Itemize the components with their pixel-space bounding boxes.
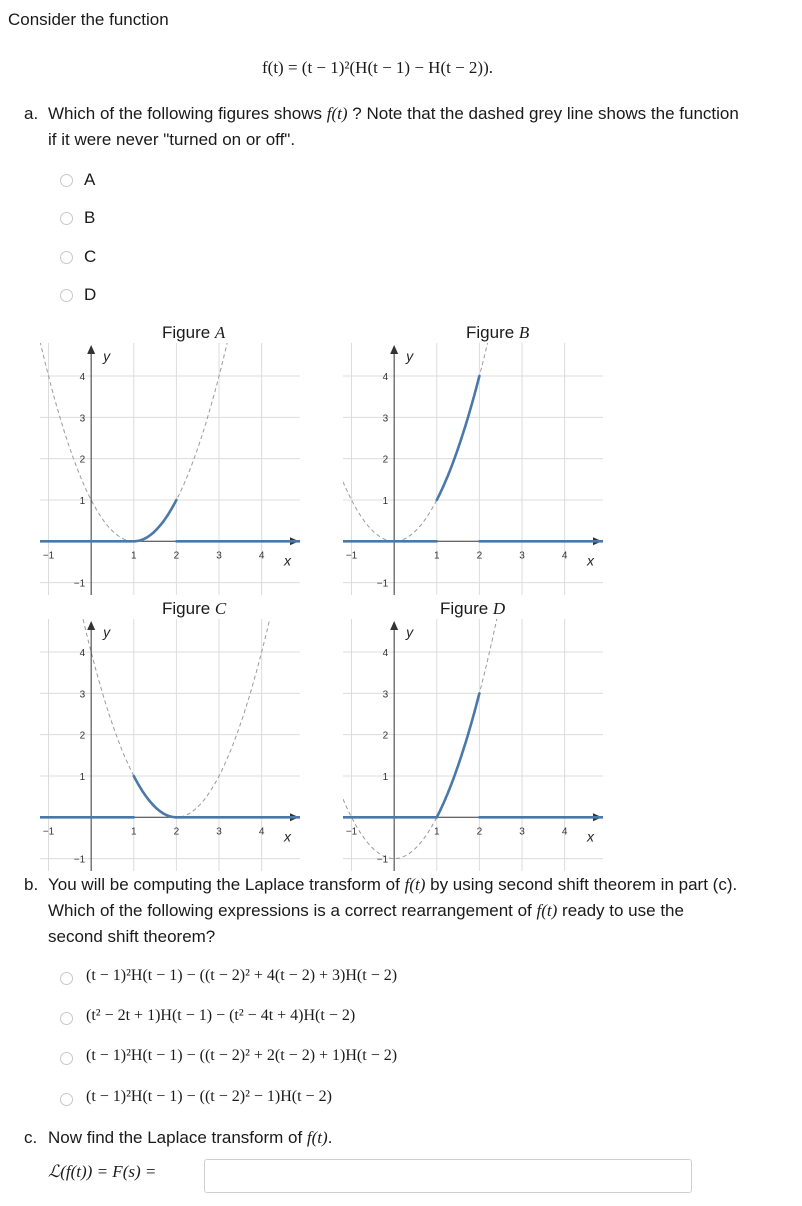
function-segment (437, 376, 480, 500)
dashed-curve (40, 343, 232, 541)
y-tick-label: 3 (382, 689, 389, 701)
part-b-option-2[interactable]: (t² − 2t + 1)H(t − 1) − (t² − 4t + 4)H(t − 2) (86, 1007, 356, 1024)
x-tick-label: −1 (345, 826, 358, 838)
radio-b1[interactable] (60, 972, 73, 985)
part-c-label: c. (24, 1128, 38, 1147)
figure-c-title: Figure C (162, 599, 227, 618)
part-b-option-4[interactable]: (t − 1)²H(t − 1) − ((t − 2)² − 1)H(t − 2) (86, 1088, 332, 1105)
x-axis-label: x (587, 828, 594, 845)
part-b-line1 (48, 872, 737, 898)
part-b-line3: second shift theorem? (48, 927, 216, 946)
part-b-line2-b: ready to use the (562, 901, 684, 920)
y-tick-label: 2 (79, 730, 86, 742)
option-d-label[interactable]: D (84, 285, 97, 304)
part-b-line1-a: You will be computing the Laplace transform of (48, 875, 400, 894)
x-tick-label: 2 (173, 826, 180, 838)
y-tick-label: 1 (382, 771, 389, 783)
part-b-line1-b: by using second shift theorem in part (c). (430, 875, 738, 894)
x-tick-label: 4 (561, 550, 568, 562)
y-tick-label: 2 (382, 454, 389, 466)
radio-b3[interactable] (60, 1052, 73, 1065)
figure-a-title: Figure A (162, 323, 226, 342)
x-tick-label: −1 (42, 826, 55, 838)
part-b-label: b. (24, 875, 39, 894)
y-tick-label: 2 (79, 454, 86, 466)
laplace-label: ℒ(f(t)) = F(s) = (48, 1162, 157, 1181)
y-axis-label: y (103, 348, 111, 364)
part-b-option-3[interactable]: (t − 1)²H(t − 1) − ((t − 2)² + 2(t − 2) + 1)H(t − 2) (86, 1047, 398, 1064)
radio-a[interactable] (60, 174, 73, 187)
option-b-label[interactable]: B (84, 208, 96, 227)
x-tick-label: 4 (258, 826, 265, 838)
x-tick-label: 2 (173, 550, 180, 562)
y-axis-arrow (87, 621, 95, 630)
x-tick-label: −1 (42, 550, 55, 562)
y-tick-label: 1 (382, 495, 389, 507)
y-tick-label: −1 (376, 578, 389, 590)
figure-b-plot (343, 343, 603, 595)
y-tick-label: 4 (382, 648, 389, 660)
radio-b[interactable] (60, 212, 73, 225)
part-a-question-3: if it were never "turned on or off". (48, 130, 296, 149)
x-tick-label: 2 (476, 550, 483, 562)
x-tick-label: 3 (216, 550, 222, 562)
x-tick-label: 1 (130, 826, 137, 838)
dashed-curve (343, 343, 492, 541)
intro-text: Consider the function (8, 10, 169, 29)
x-axis-label: x (284, 828, 291, 845)
radio-d[interactable] (60, 289, 73, 302)
function-segment (134, 776, 177, 817)
y-tick-label: 3 (79, 413, 86, 425)
laplace-answer-input[interactable] (204, 1159, 692, 1193)
part-b-line2-math: f(t) (536, 901, 558, 920)
y-tick-label: 4 (382, 372, 389, 384)
part-c-text-math: f(t) (306, 1128, 328, 1147)
y-tick-label: 4 (79, 372, 86, 384)
function-segment (437, 693, 480, 817)
y-axis-label: y (103, 624, 111, 640)
y-tick-label: −1 (376, 854, 389, 866)
part-a-question-math: f(t) (326, 104, 348, 123)
x-tick-label: 3 (216, 826, 222, 838)
y-tick-label: 1 (79, 495, 86, 507)
y-tick-label: −1 (73, 854, 86, 866)
y-tick-label: 3 (382, 413, 389, 425)
option-a-label[interactable]: A (84, 170, 96, 189)
part-b-line2-a: Which of the following expressions is a correct rearrangement of (48, 901, 532, 920)
y-tick-label: 4 (79, 648, 86, 660)
figure-d-plot (343, 619, 603, 871)
x-tick-label: −1 (345, 550, 358, 562)
part-b-line1-math: f(t) (404, 875, 426, 894)
part-b-option-1[interactable]: (t − 1)²H(t − 1) − ((t − 2)² + 4(t − 2) + 3)H(t − 2) (86, 967, 398, 984)
radio-c[interactable] (60, 251, 73, 264)
x-tick-label: 2 (476, 826, 483, 838)
y-axis-label: y (406, 624, 414, 640)
y-axis-arrow (390, 345, 398, 354)
x-tick-label: 3 (519, 826, 525, 838)
x-tick-label: 1 (130, 550, 137, 562)
y-tick-label: 2 (382, 730, 389, 742)
part-a-question-1: Which of the following figures shows (48, 104, 323, 123)
y-tick-label: −1 (73, 578, 86, 590)
x-tick-label: 1 (433, 550, 440, 562)
y-axis-label: y (406, 348, 414, 364)
dashed-curve (343, 619, 501, 859)
part-c-text-main: Now find the Laplace transform of (48, 1128, 303, 1147)
part-b-line2 (48, 898, 684, 924)
part-a-question-2: ? Note that the dashed grey line shows the function (352, 104, 739, 123)
function-segment (134, 500, 177, 541)
x-axis-label: x (587, 552, 594, 569)
radio-b2[interactable] (60, 1012, 73, 1025)
part-c-text-end: . (327, 1128, 333, 1147)
figure-d-title: Figure D (440, 599, 506, 618)
x-tick-label: 4 (561, 826, 568, 838)
x-axis-label: x (284, 552, 291, 569)
part-c-text (48, 1125, 332, 1151)
option-c-label[interactable]: C (84, 247, 97, 266)
function-formula: f(t) = (t − 1)²(H(t − 1) − H(t − 2)). (262, 58, 494, 77)
y-axis-arrow (87, 345, 95, 354)
x-tick-label: 4 (258, 550, 265, 562)
x-tick-label: 1 (433, 826, 440, 838)
figure-b-title: Figure B (466, 323, 530, 342)
x-tick-label: 3 (519, 550, 525, 562)
y-tick-label: 3 (79, 689, 86, 701)
part-a-question (48, 101, 739, 127)
y-axis-arrow (390, 621, 398, 630)
figure-c-plot (40, 619, 300, 871)
y-tick-label: 1 (79, 771, 86, 783)
part-a-label: a. (24, 104, 39, 123)
figure-a-plot (40, 343, 300, 595)
radio-b4[interactable] (60, 1093, 73, 1106)
